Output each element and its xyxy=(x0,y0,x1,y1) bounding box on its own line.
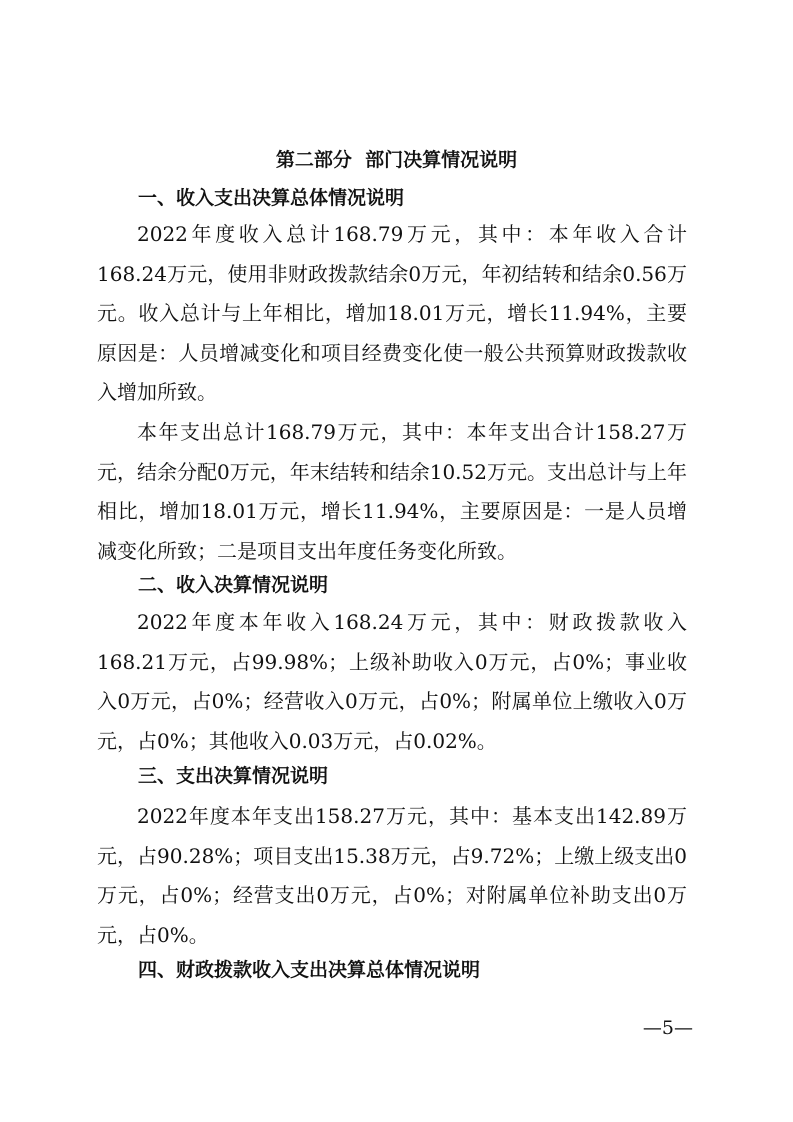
section-4-heading: 四、财政拨款收入支出决算总体情况说明 xyxy=(138,959,481,981)
section-3-heading: 三、支出决算情况说明 xyxy=(138,765,329,787)
section-2-heading: 二、收入决算情况说明 xyxy=(138,574,329,596)
page-title: 第二部分 部门决算情况说明 xyxy=(275,149,518,171)
section-1-heading: 一、收入支出决算总体情况说明 xyxy=(138,187,405,209)
section-2-paragraph-1: 2022年度本年收入168.24万元，其中：财政拨款收入168.21万元，占99.98%；上级补助收入0万元，占0%；事业收入0万元，占0%；经营收入0万元，占0%；附属单位上缴收入0万元，占0%；其他收入0.03万元，占0.02%。 xyxy=(97,610,687,753)
section-3-paragraph-1: 2022年度本年支出158.27万元，其中：基本支出142.89万元，占90.28%；项目支出15.38万元，占9.72%；上缴上级支出0万元，占0%；经营支出0万元，占0%；对附属单位补助支出0万元，占0%。 xyxy=(97,804,687,947)
section-1-paragraph-1: 2022年度收入总计168.79万元，其中：本年收入合计168.24万元，使用非财政拨款结余0万元，年初结转和结余0.56万元。收入总计与上年相比，增加18.01万元，增长11.94%，主要原因是：人员增减变化和项目经费变化使一般公共预算财政拨款收入增加所致。 xyxy=(97,222,687,404)
page-number: —5— xyxy=(642,1017,693,1039)
section-1-paragraph-2: 本年支出总计168.79万元，其中：本年支出合计158.27万元，结余分配0万元，年末结转和结余10.52万元。支出总计与上年相比，增加18.01万元，增长11.94%，主要原因是：一是人员增减变化所致；二是项目支出年度任务变化所致。 xyxy=(97,420,687,563)
